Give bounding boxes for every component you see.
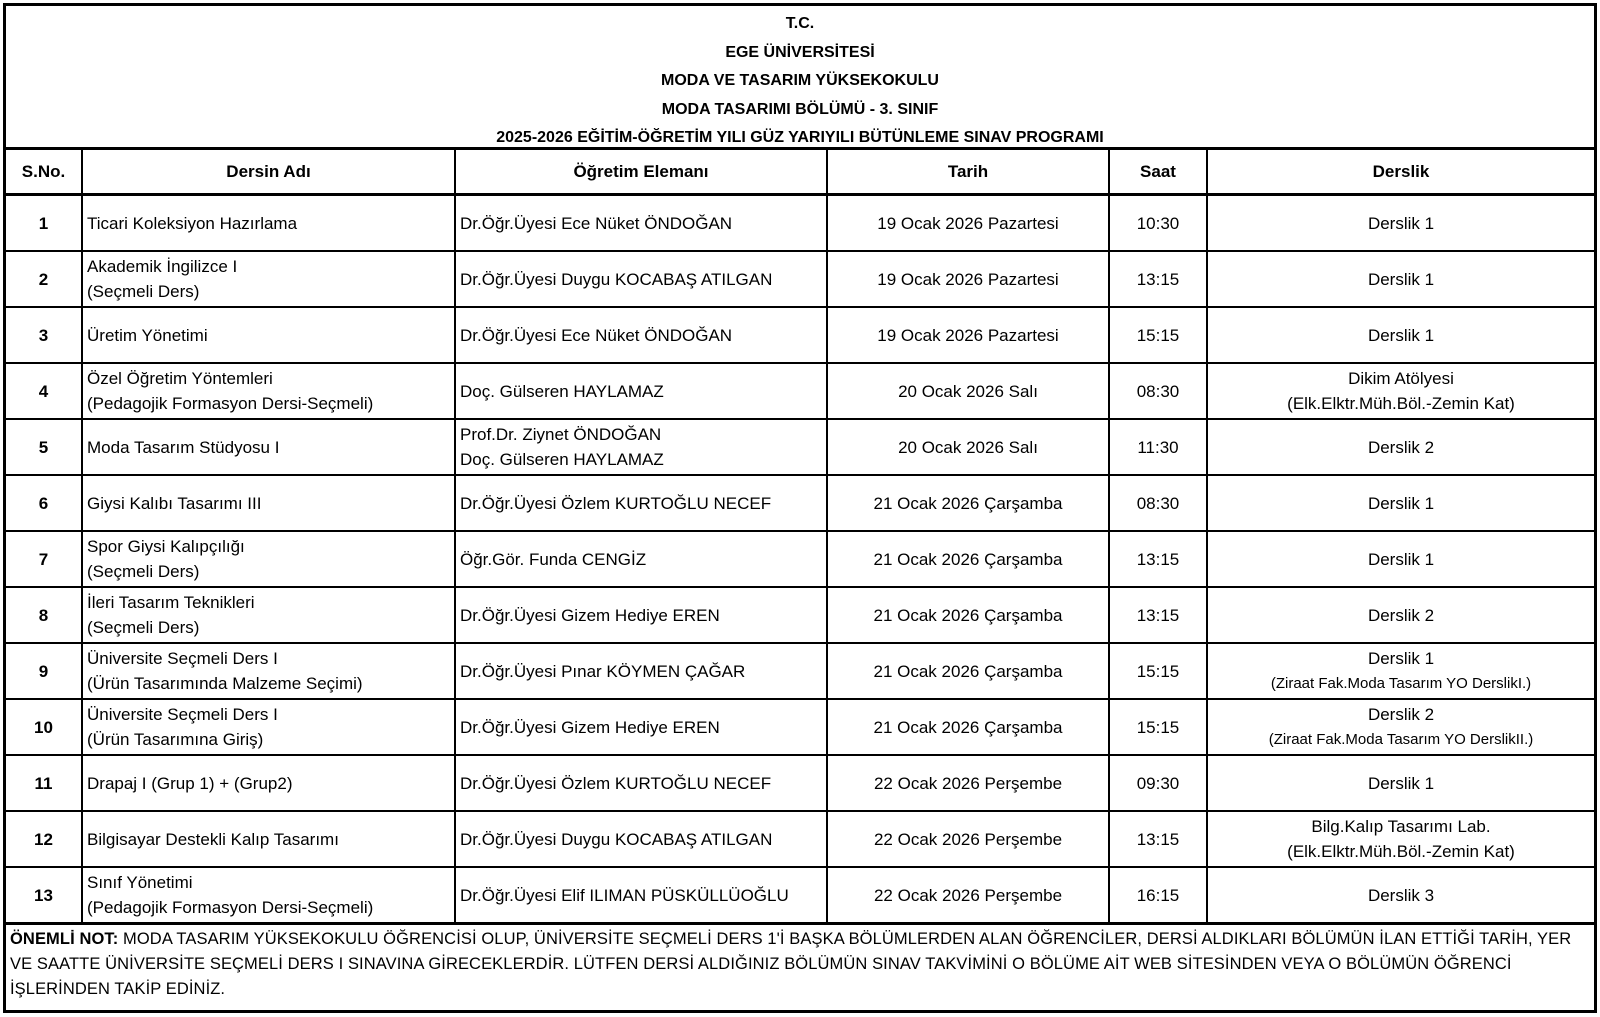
instructor-name: Dr.Öğr.Üyesi Duygu KOCABAŞ ATILGAN [460,829,773,849]
cell-time: 08:30 [1109,475,1207,531]
table-row [6,251,1594,307]
cell-course [82,587,455,643]
cell-room [1207,811,1594,867]
cell-time: 10:30 [1109,195,1207,252]
cell-time: 15:15 [1109,307,1207,363]
cell-date: 21 Ocak 2026 Çarşamba [827,531,1109,587]
header-line-university: EGE ÜNİVERSİTESİ [725,43,875,61]
course-name: Üniversite Seçmeli Ders I [87,649,278,668]
table-body [6,195,1594,924]
room-name: Derslik 1 [1367,649,1435,668]
cell-date: 19 Ocak 2026 Pazartesi [827,251,1109,307]
room-detail: (Elk.Elktr.Müh.Böl.-Zemin Kat) [1287,842,1515,861]
cell-instructor [455,867,827,924]
cell-room [1207,307,1594,363]
cell-course [82,643,455,699]
cell-date: 21 Ocak 2026 Çarşamba [827,643,1109,699]
exam-schedule-sheet [3,3,1597,1013]
instructor-name: Dr.Öğr.Üyesi Özlem KURTOĞLU NECEF [460,773,772,793]
cell-sno: 12 [6,811,82,867]
header-line-school: MODA VE TASARIM YÜKSEKOKULU [661,72,939,89]
cell-date: 22 Ocak 2026 Perşembe [827,755,1109,811]
cell-room [1207,699,1594,755]
cell-room [1207,251,1594,307]
cell-date: 20 Ocak 2026 Salı [827,363,1109,419]
cell-instructor [455,755,827,811]
cell-time: 08:30 [1109,363,1207,419]
table-row [6,867,1594,924]
cell-time: 11:30 [1109,419,1207,475]
course-name: Üniversite Seçmeli Ders I [87,705,278,724]
cell-course [82,755,455,811]
exam-table [6,150,1594,925]
cell-room [1207,419,1594,475]
course-name: Özel Öğretim Yöntemleri [87,369,273,388]
cell-time: 13:15 [1109,811,1207,867]
cell-course [82,699,455,755]
room-detail: (Elk.Elktr.Müh.Böl.-Zemin Kat) [1287,394,1515,413]
room-detail: (Ziraat Fak.Moda Tasarım YO DerslikII.) [1268,731,1534,748]
course-note: (Pedagojik Formasyon Dersi-Seçmeli) [87,394,374,413]
room-name: Derslik 1 [1367,325,1435,345]
cell-instructor [455,475,827,531]
course-name: Bilgisayar Destekli Kalıp Tasarımı [87,829,339,849]
table-row [6,587,1594,643]
cell-instructor [455,699,827,755]
table-row [6,307,1594,363]
cell-sno: 1 [6,195,82,252]
cell-course [82,811,455,867]
cell-time: 13:15 [1109,531,1207,587]
important-note [6,925,1594,1002]
instructor-name: Doç. Gülseren HAYLAMAZ [460,381,664,401]
column-header-date: Tarih [827,150,1109,195]
cell-date: 21 Ocak 2026 Çarşamba [827,587,1109,643]
table-row [6,363,1594,419]
room-detail: (Ziraat Fak.Moda Tasarım YO DerslikI.) [1270,675,1532,692]
column-header-time: Saat [1109,150,1207,195]
cell-instructor [455,363,827,419]
cell-sno: 4 [6,363,82,419]
cell-course [82,251,455,307]
room-name: Derslik 1 [1367,493,1435,513]
course-name: Moda Tasarım Stüdyosu I [87,437,280,457]
column-header-course: Dersin Adı [82,150,455,195]
cell-sno: 2 [6,251,82,307]
room-name: Derslik 1 [1367,213,1435,233]
cell-room [1207,475,1594,531]
cell-date: 19 Ocak 2026 Pazartesi [827,307,1109,363]
course-name: Spor Giysi Kalıpçılığı [87,537,245,556]
table-row [6,755,1594,811]
room-name: Derslik 1 [1367,269,1435,289]
table-row [6,419,1594,475]
room-name: Derslik 1 [1367,549,1435,569]
course-name: Drapaj I (Grup 1) + (Grup2) [87,773,293,793]
cell-instructor [455,307,827,363]
cell-course [82,363,455,419]
room-name: Derslik 2 [1367,705,1435,724]
cell-course [82,195,455,252]
cell-instructor [455,195,827,252]
cell-sno: 11 [6,755,82,811]
room-name: Bilg.Kalıp Tasarımı Lab. [1311,817,1491,836]
course-note: (Seçmeli Ders) [87,618,200,637]
course-note: (Seçmeli Ders) [87,282,200,301]
header-line-title: 2025-2026 EĞİTİM-ÖĞRETİM YILI GÜZ YARIYILI BÜTÜNLEME SINAV PROGRAMI [496,129,1104,146]
header-line-department: MODA TASARIMI BÖLÜMÜ - 3. SINIF [661,100,939,118]
cell-room [1207,643,1594,699]
cell-room [1207,587,1594,643]
note-text: MODA TASARIM YÜKSEKOKULU ÖĞRENCİSİ OLUP, ÜNİVERSİTE SEÇMELİ DERS 1'İ BAŞKA BÖLÜMLERDEN ALAN ÖĞRENCİLER, DERSİ ALDIKLARI BÖLÜMÜN İLAN ETTİĞİ TARİH, YER VE SAATTE ÜNİVERSİTE SEÇMELİ DERS I SINAVINA GİRECEKLERDİR. LÜTFEN DERSİ ALDIĞINIZ BÖLÜMÜN SINAV TAKVİMİNİ O BÖLÜME AİT WEB SİTESİNDEN VEYA O BÖLÜMÜN ÖĞRENCİ İŞLERİNDEN TAKİP EDİNİZ. [10,930,1572,998]
course-name: İleri Tasarım Teknikleri [87,593,255,612]
instructor-name: Dr.Öğr.Üyesi Gizem Hediye EREN [460,717,720,737]
table-row [6,811,1594,867]
cell-time: 13:15 [1109,587,1207,643]
instructor-name: Dr.Öğr.Üyesi Duygu KOCABAŞ ATILGAN [460,269,773,289]
instructor-name: Dr.Öğr.Üyesi Pınar KÖYMEN ÇAĞAR [460,661,746,681]
cell-date: 22 Ocak 2026 Perşembe [827,867,1109,924]
cell-instructor [455,587,827,643]
instructor-name: Prof.Dr. Ziynet ÖNDOĞAN [460,425,662,444]
cell-sno: 8 [6,587,82,643]
cell-room [1207,755,1594,811]
cell-date: 22 Ocak 2026 Perşembe [827,811,1109,867]
cell-sno: 9 [6,643,82,699]
course-name: Üretim Yönetimi [87,325,208,345]
cell-instructor [455,811,827,867]
cell-time: 13:15 [1109,251,1207,307]
room-name: Derslik 2 [1367,605,1435,625]
table-header-row [6,150,1594,195]
course-name: Ticari Koleksiyon Hazırlama [87,213,298,233]
cell-room [1207,867,1594,924]
room-name: Derslik 2 [1367,437,1435,457]
cell-instructor [455,419,827,475]
course-note: (Ürün Tasarımına Giriş) [87,730,264,749]
cell-date: 21 Ocak 2026 Çarşamba [827,699,1109,755]
cell-date: 21 Ocak 2026 Çarşamba [827,475,1109,531]
document-header [6,6,1594,150]
instructor-name: Öğr.Gör. Funda CENGİZ [460,549,647,569]
table-row [6,699,1594,755]
cell-instructor [455,531,827,587]
course-name: Sınıf Yönetimi [87,873,193,892]
cell-room [1207,195,1594,252]
course-note: (Pedagojik Formasyon Dersi-Seçmeli) [87,898,374,917]
note-label: ÖNEMLİ NOT: [10,930,119,948]
room-name: Derslik 3 [1367,885,1435,905]
table-row [6,643,1594,699]
cell-sno: 3 [6,307,82,363]
cell-sno: 7 [6,531,82,587]
course-note: (Ürün Tasarımında Malzeme Seçimi) [87,674,363,693]
course-name: Akademik İngilizce I [87,257,238,276]
room-name: Dikim Atölyesi [1348,369,1454,388]
table-row [6,195,1594,252]
table-row [6,531,1594,587]
instructor-name: Dr.Öğr.Üyesi Özlem KURTOĞLU NECEF [460,493,772,513]
cell-time: 15:15 [1109,643,1207,699]
instructor-name-2: Doç. Gülseren HAYLAMAZ [460,450,664,469]
cell-course [82,531,455,587]
cell-instructor [455,643,827,699]
cell-course [82,475,455,531]
cell-sno: 5 [6,419,82,475]
header-line-tc: T.C. [785,15,815,32]
cell-date: 19 Ocak 2026 Pazartesi [827,195,1109,252]
table-row [6,475,1594,531]
column-header-sno: S.No. [6,150,82,195]
cell-time: 09:30 [1109,755,1207,811]
cell-date: 20 Ocak 2026 Salı [827,419,1109,475]
cell-time: 15:15 [1109,699,1207,755]
cell-room [1207,363,1594,419]
cell-sno: 10 [6,699,82,755]
instructor-name: Dr.Öğr.Üyesi Gizem Hediye EREN [460,605,720,625]
cell-instructor [455,251,827,307]
column-header-room: Derslik [1207,150,1594,195]
cell-sno: 13 [6,867,82,924]
cell-room [1207,531,1594,587]
course-name: Giysi Kalıbı Tasarımı III [87,493,262,513]
course-note: (Seçmeli Ders) [87,562,200,581]
instructor-name: Dr.Öğr.Üyesi Elif ILIMAN PÜSKÜLLÜOĞLU [460,885,789,905]
cell-course [82,867,455,924]
instructor-name: Dr.Öğr.Üyesi Ece Nüket ÖNDOĞAN [460,325,733,345]
cell-time: 16:15 [1109,867,1207,924]
room-name: Derslik 1 [1367,773,1435,793]
column-header-instructor: Öğretim Elemanı [455,150,827,195]
cell-course [82,419,455,475]
instructor-name: Dr.Öğr.Üyesi Ece Nüket ÖNDOĞAN [460,213,733,233]
cell-sno: 6 [6,475,82,531]
cell-course [82,307,455,363]
